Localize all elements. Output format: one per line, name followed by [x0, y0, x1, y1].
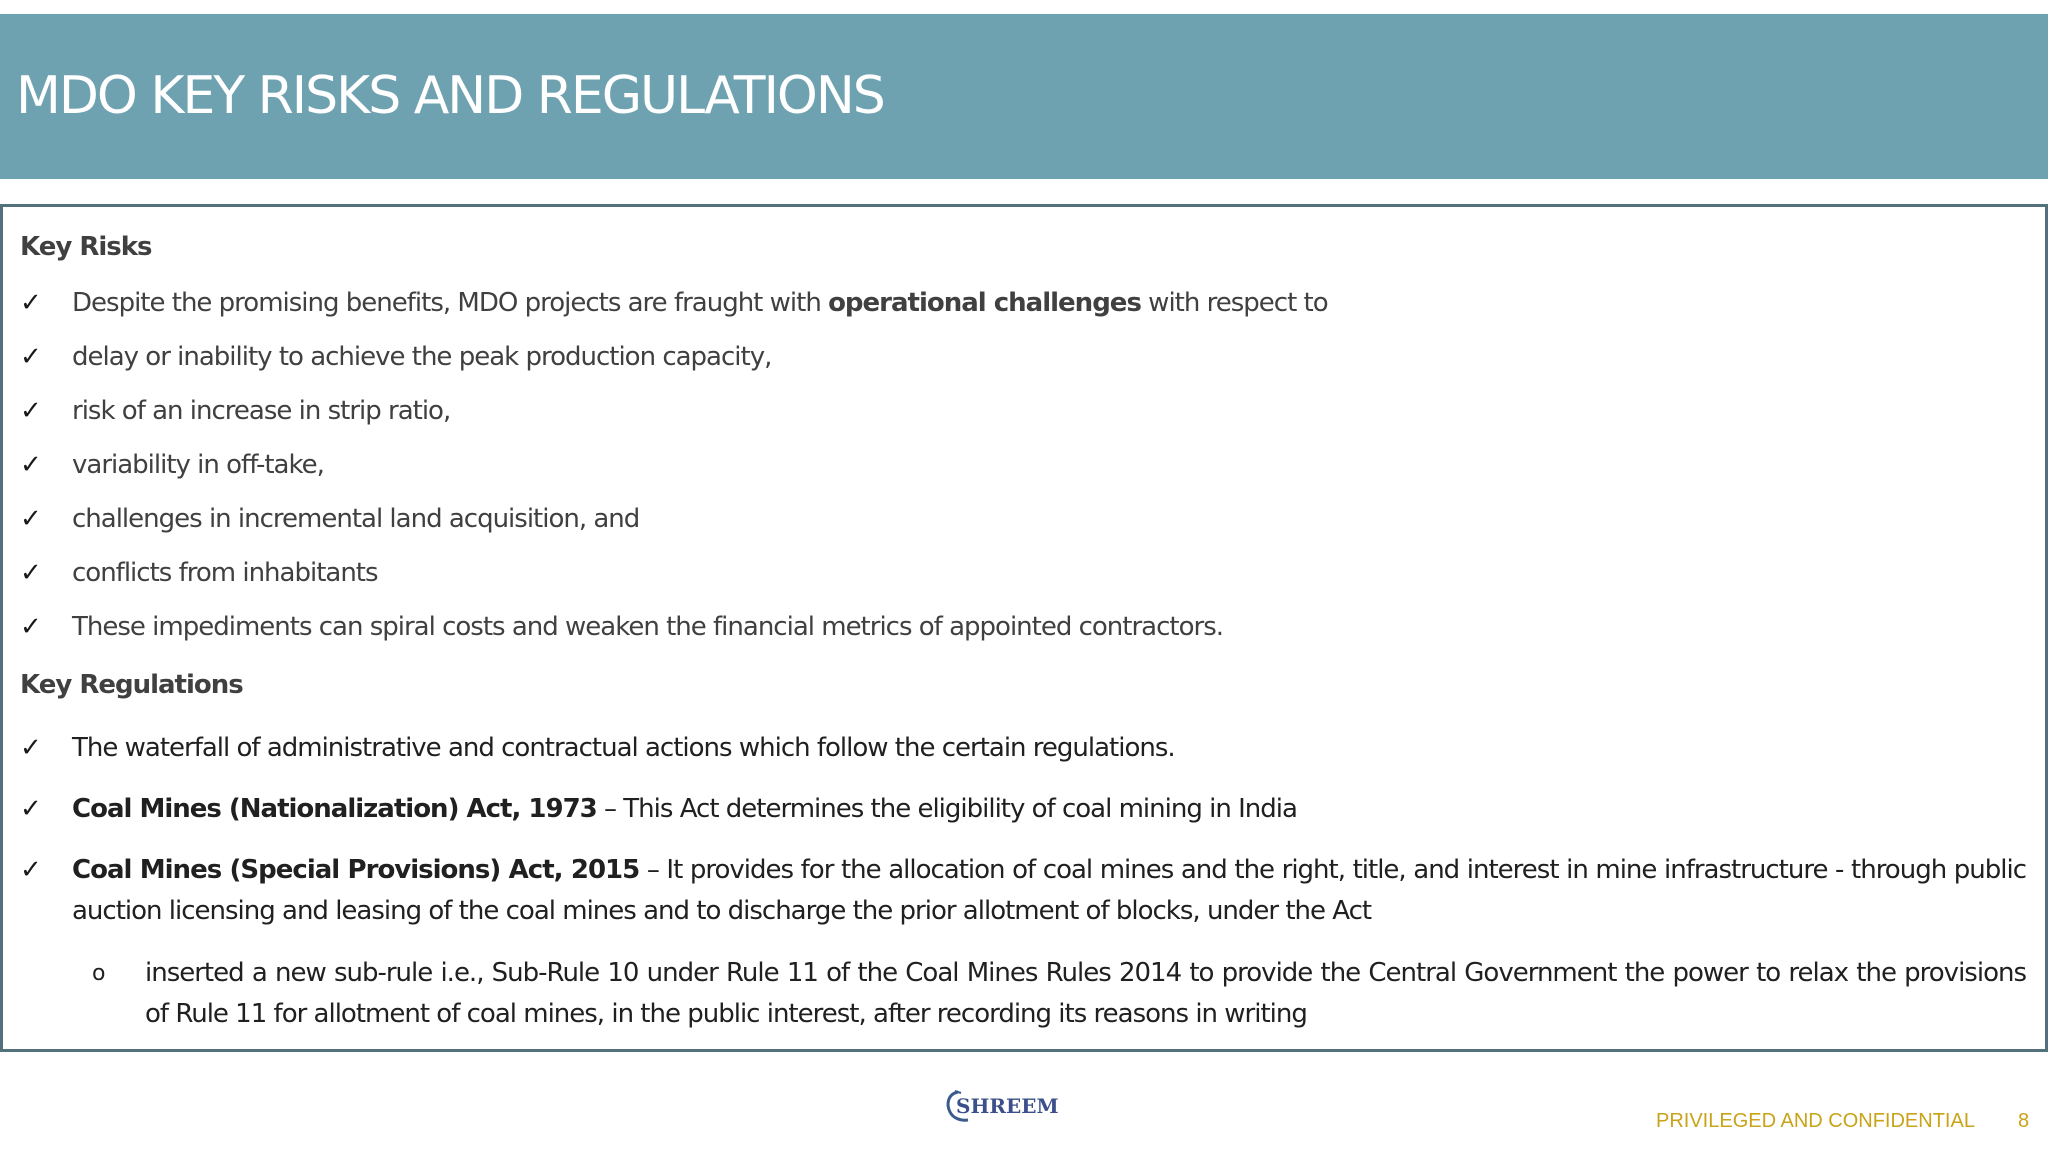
- check-icon: ✓: [20, 558, 42, 588]
- check-icon: ✓: [20, 396, 42, 426]
- check-icon: ✓: [20, 288, 42, 318]
- slide-title: MDO KEY RISKS AND REGULATIONS: [16, 66, 884, 126]
- regulation-bullet-1: ✓ The waterfall of administrative and contractual actions which follow the certain regulations.: [20, 728, 2026, 769]
- risk-bullet-2: ✓ delay or inability to achieve the peak production capacity,: [20, 337, 2026, 378]
- shreem-logo: [944, 1088, 1068, 1124]
- risk-bullet-6: ✓ conflicts from inhabitants: [20, 553, 2026, 594]
- confidential-label: PRIVILEGED AND CONFIDENTIAL: [1656, 1110, 1975, 1132]
- bold-phrase: operational challenges: [828, 288, 1141, 318]
- regulation-sub-bullet-1: o inserted a new sub-rule i.e., Sub-Rule 10 under Rule 11 of the Coal Mines Rules 2014 to provide the Central Government the power to relax the provisions of Rule 11 for allotment of coal mines, in the public interest, after recording its reasons in writing: [92, 953, 2026, 1035]
- check-icon: ✓: [20, 855, 42, 885]
- page-number: 8: [2018, 1110, 2030, 1132]
- check-icon: ✓: [20, 612, 42, 642]
- risk-bullet-3: ✓ risk of an increase in strip ratio,: [20, 391, 2026, 432]
- regulation-bullet-2: ✓ Coal Mines (Nationalization) Act, 1973 – This Act determines the eligibility of coal mining in India: [20, 789, 2026, 830]
- check-icon: ✓: [20, 450, 42, 480]
- risk-bullet-4: ✓ variability in off-take,: [20, 445, 2026, 486]
- key-regulations-heading: Key Regulations: [20, 670, 243, 700]
- act-name: Coal Mines (Special Provisions) Act, 2015: [72, 855, 640, 885]
- risk-bullet-5: ✓ challenges in incremental land acquisition, and: [20, 499, 2026, 540]
- regulation-bullet-3: ✓ Coal Mines (Special Provisions) Act, 2015 – It provides for the allocation of coal mines and the right, title, and interest in mine infrastructure - through public auction licensing and leasing of the coal mines and to discharge the prior allotment of blocks, under the Act: [20, 850, 2026, 932]
- risk-bullet-7: ✓ These impediments can spiral costs and weaken the financial metrics of appointed contractors.: [20, 607, 2026, 648]
- key-risks-heading: Key Risks: [20, 232, 152, 262]
- check-icon: ✓: [20, 504, 42, 534]
- check-icon: ✓: [20, 733, 42, 763]
- risk-bullet-1: ✓ Despite the promising benefits, MDO projects are fraught with operational challenges with respect to: [20, 283, 2026, 324]
- check-icon: ✓: [20, 342, 42, 372]
- check-icon: ✓: [20, 794, 42, 824]
- circle-bullet-icon: o: [92, 961, 106, 986]
- act-name: Coal Mines (Nationalization) Act, 1973: [72, 794, 597, 824]
- svg-text:SHREEM: SHREEM: [956, 1094, 1059, 1118]
